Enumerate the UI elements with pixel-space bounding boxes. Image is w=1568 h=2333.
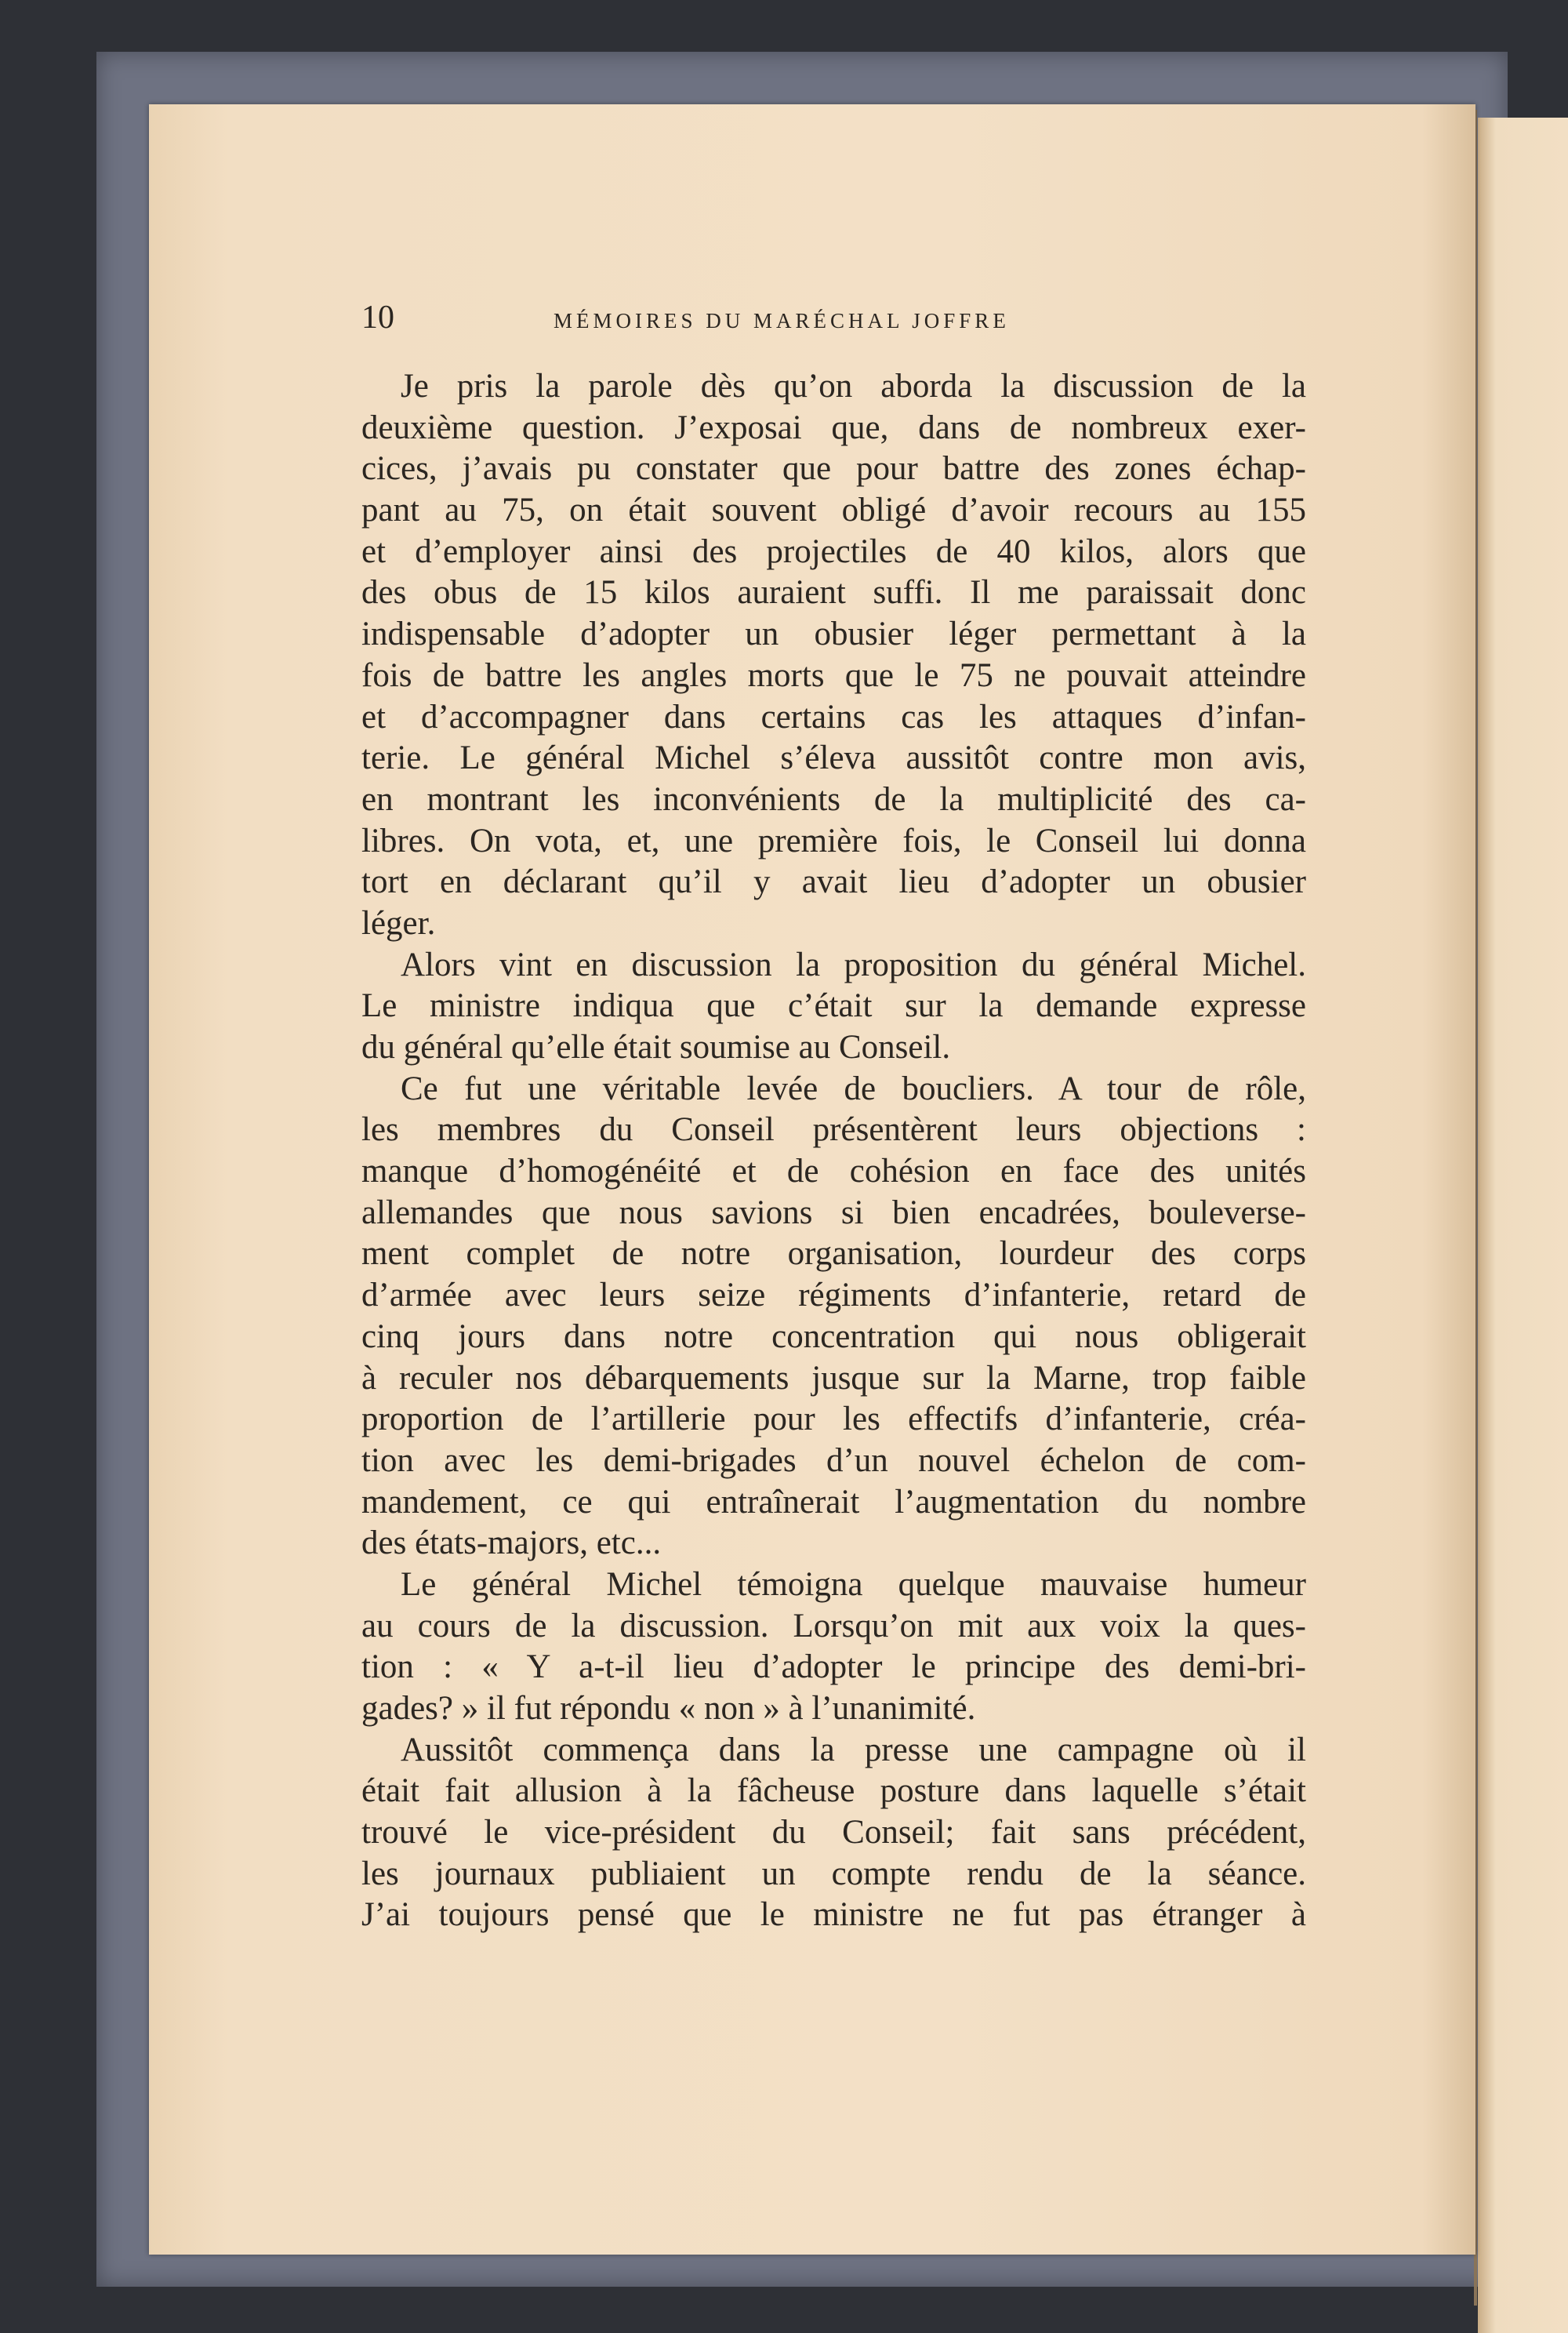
text-line: allemandes que nous savions si bien encadrées, bouleverse- (361, 1194, 1306, 1231)
text-line: Alors vint en discussion la proposition du général Michel. (401, 946, 1306, 983)
text-line: du général qu’elle était soumise au Conseil. (361, 1029, 951, 1066)
text-line: Le ministre indiqua que c’était sur la demande expresse (361, 987, 1306, 1025)
text-line: tion avec les demi-brigades d’un nouvel échelon de com- (361, 1441, 1306, 1479)
text-line: tion : « Y a-t-il lieu d’adopter le principe des demi-bri- (361, 1648, 1306, 1686)
text-line: ment complet de notre organisation, lourdeur des corps (361, 1235, 1306, 1273)
text-line: d’armée avec leurs seize régiments d’infanterie, retard de (361, 1277, 1306, 1314)
text-line: Ce fut une véritable levée de boucliers. A tour de rôle, (401, 1070, 1306, 1107)
page-number: 10 (361, 300, 394, 336)
text-line: en montrant les inconvénients de la multiplicité des ca- (361, 780, 1306, 818)
text-line: Je pris la parole dès qu’on aborda la discussion de la (401, 368, 1306, 405)
page-body-text (361, 366, 1306, 1936)
text-line: trouvé le vice-président du Conseil; fait sans précédent, (361, 1814, 1306, 1852)
text-line: deuxième question. J’exposai que, dans de nombreux exer- (361, 409, 1306, 446)
text-line: mandement, ce qui entraînerait l’augmentation du nombre (361, 1483, 1306, 1521)
text-line: était fait allusion à la fâcheuse posture dans laquelle s’était (361, 1772, 1306, 1810)
running-title: MÉMOIRES DU MARÉCHAL JOFFRE (554, 309, 1010, 333)
paragraph (361, 1564, 1306, 1730)
text-line: des états-majors, etc... (361, 1524, 662, 1562)
paragraph (361, 366, 1306, 945)
text-line: des obus de 15 kilos auraient suffi. Il me paraissait donc (361, 574, 1306, 612)
text-line: terie. Le général Michel s’éleva aussitôt contre mon avis, (361, 740, 1306, 777)
text-line: proportion de l’artillerie pour les effectifs d’infanterie, créa- (361, 1401, 1306, 1438)
text-line: les membres du Conseil présentèrent leurs objections : (361, 1111, 1306, 1149)
text-line: Aussitôt commença dans la presse une campagne où il (401, 1731, 1306, 1768)
paragraph (361, 945, 1306, 1069)
text-line: gades? » il fut répondu « non » à l’unanimité. (361, 1690, 976, 1727)
text-line: pant au 75, on était souvent obligé d’avoir recours au 155 (361, 492, 1306, 529)
text-line: et d’employer ainsi des projectiles de 40 kilos, alors que (361, 532, 1306, 570)
paragraph (361, 1730, 1306, 1936)
text-line: cinq jours dans notre concentration qui nous obligerait (361, 1317, 1306, 1355)
text-line: cices, j’avais pu constater que pour battre des zones échap- (361, 450, 1306, 488)
text-line: libres. On vota, et, une première fois, le Conseil lui donna (361, 822, 1306, 859)
text-line: léger. (361, 904, 436, 942)
text-line: J’ai toujours pensé que le ministre ne fut pas étranger à (361, 1896, 1306, 1934)
next-page-edge (1478, 118, 1568, 2333)
paragraph (361, 1069, 1306, 1564)
text-line: indispensable d’adopter un obusier léger permettant à la (361, 616, 1306, 653)
text-line: les journaux publiaient un compte rendu de la séance. (361, 1855, 1306, 1892)
text-line: fois de battre les angles morts que le 75 ne pouvait atteindre (361, 656, 1306, 694)
text-line: et d’accompagner dans certains cas les attaques d’infan- (361, 698, 1306, 736)
text-line: à reculer nos débarquements jusque sur la Marne, trop faible (361, 1359, 1306, 1397)
text-line: tort en déclarant qu’il y avait lieu d’adopter un obusier (361, 863, 1306, 901)
text-line: Le général Michel témoigna quelque mauvaise humeur (401, 1565, 1306, 1603)
page-header (361, 298, 1306, 337)
text-line: au cours de la discussion. Lorsqu’on mit aux voix la ques- (361, 1607, 1306, 1644)
text-line: manque d’homogénéité et de cohésion en face des unités (361, 1153, 1306, 1190)
